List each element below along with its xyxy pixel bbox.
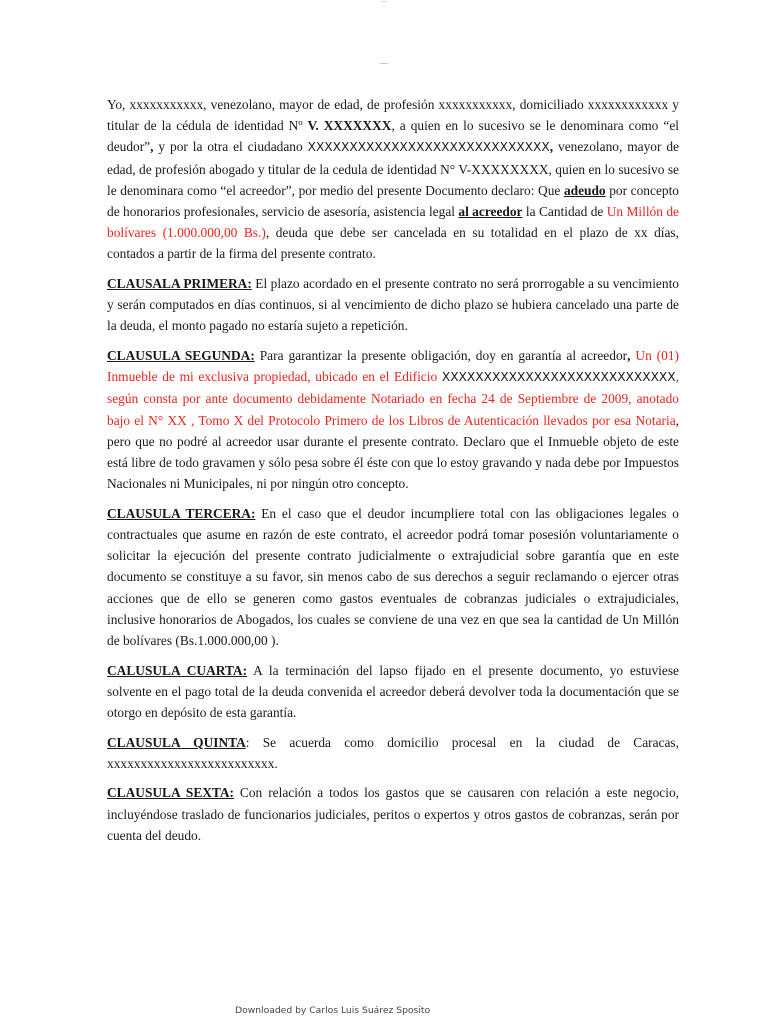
clause-cuarta-text: A la terminación del lapso fijado en el presente documento, yo estuviese solvente en el pago total de la deuda convenida el acreedor deberá devolver toda la documentación que se otorgo en depósito de esta garantía. (107, 662, 680, 721)
clause-tercera (107, 503, 679, 651)
intro-text-1: Yo, xxxxxxxxxxx, venezolano, mayor de edad, de profesión xxxxxxxxxxx, domiciliado xxxxxxxxxxxx y titular de la cédula de identidad Nº (107, 97, 679, 134)
debtor-id: V. XXXXXXX (307, 118, 392, 134)
clause-primera-text: El plazo acordado en el presente contrato no será prorrogable a su vencimiento y serán computados en días continuos, si al vencimiento de dicho plazo se hubiera cancelado una parte de la deuda, el monto pagado no estaría sujeto a repetición. (107, 276, 679, 334)
clause-sexta-text: Con relación a todos los gastos que se causaren con relación a este negocio, incluyéndose traslado de funcionarios judiciales, peritos o expertos y otros gastos de cobranzas, serán por cuenta del deudo. (107, 785, 679, 843)
clause-segunda-comma: , (627, 348, 631, 364)
debt-amount: Un Millón de bolívares (1.000.000,00 Bs.) (107, 204, 679, 241)
clause-segunda-text-2: , pero que no podré al acreedor usar durante el presente contrato. Declaro que el Inmueble objeto de este está libre de todo gravamen y sólo pesa sobre él éste con que lo estoy gravando y nada debe por Impuestos Nacionales ni Municipales, ni por ningún otro concepto. (107, 412, 679, 492)
clause-primera-title: CLAUSALA PRIMERA: (107, 276, 252, 292)
creditor-name-placeholder: XXXXXXXXXXXXXXXXXXXXXXXXXXXXX (307, 140, 550, 155)
clause-segunda-text-1: Para garantizar la presente obligación, doy en garantía al acreedor (254, 348, 628, 364)
notary-reference: , según consta por ante documento debidamente Notariado en fecha 24 de Septiembre de 2009, anotado bajo el N° XX , Tomo X del Protocolo Primero de los Libros de Autenticación llevados por esa Notaria (107, 369, 679, 428)
clause-segunda (107, 345, 679, 494)
clause-primera (107, 273, 679, 337)
download-footer: Downloaded by Carlos Luis Suárez Sposito (235, 1005, 431, 1016)
intro-text-6: la Cantidad de (522, 204, 607, 220)
header-mark: ~~~ (379, 62, 389, 67)
clause-sexta (107, 782, 679, 846)
clause-sexta-title: CLAUSULA SEXTA: (107, 785, 234, 801)
intro-paragraph (107, 94, 679, 265)
top-page-mark: __ (381, 0, 387, 3)
document-body (107, 94, 679, 854)
intro-comma-2: , (549, 139, 554, 155)
clause-quinta-title: CLAUSULA QUINTA (107, 734, 246, 750)
clause-tercera-text: En el caso que el deudor incumpliere total con las obligaciones legales o contractuales que asume en razón de este contrato, el acreedor podrá tomar posesión voluntariamente o solicitar la ejecución del presente contrato judicialmente o extrajudicial sobre garantía que en este documento se constituye a su favor, sin menos cabo de sus derechos a seguir reclamando o ejercer otras acciones que de ello se generen como gastos eventuales de cobranzas judiciales o extrajudiciales, inclusive honorarios de Abogados, los cuales se conviene de una vez en que sea la cantidad de Un Millón de bolívares (Bs.1.000.000,00 ). (107, 505, 680, 649)
clause-segunda-title: CLAUSULA SEGUNDA: (107, 348, 255, 364)
intro-comma: , (150, 139, 154, 155)
intro-text-2: , a quien en lo sucesivo se le denominara como “el deudor” (107, 118, 679, 155)
property-description: Un (01) Inmueble de mi exclusiva propiedad, ubicado en el Edificio (107, 348, 679, 385)
clause-cuarta-title: CALUSULA CUARTA: (107, 662, 248, 678)
building-name-placeholder: XXXXXXXXXXXXXXXXXXXXXXXXXXXX (441, 370, 676, 385)
intro-text-5: por concepto de honorarios profesionales, servicio de asesoría, asistencia legal (107, 182, 679, 220)
intro-text-4: venezolano, mayor de edad, de profesión abogado y titular de la cedula de identidad N° V-XXXXXXXX, quien en lo sucesivo se le denominara como “el acreedor”, por medio del presente Documento declaro: Que (107, 139, 679, 198)
adeudo-term: adeudo (563, 182, 606, 198)
clause-tercera-title: CLAUSULA TERCERA: (107, 505, 256, 521)
intro-text-3: y por la otra el ciudadano (153, 139, 308, 155)
intro-text-7: , deuda que debe ser cancelada en su totalidad en el plazo de xx días, contados a partir de la firma del presente contrato. (107, 225, 679, 262)
clause-cuarta (107, 660, 679, 724)
clause-quinta (107, 732, 679, 774)
clause-quinta-text: Se acuerda como domicilio procesal en la ciudad de Caracas, xxxxxxxxxxxxxxxxxxxxxxxxx. (107, 734, 679, 771)
al-acreedor-term: al acreedor (458, 204, 523, 220)
clause-quinta-colon: : (245, 734, 250, 750)
